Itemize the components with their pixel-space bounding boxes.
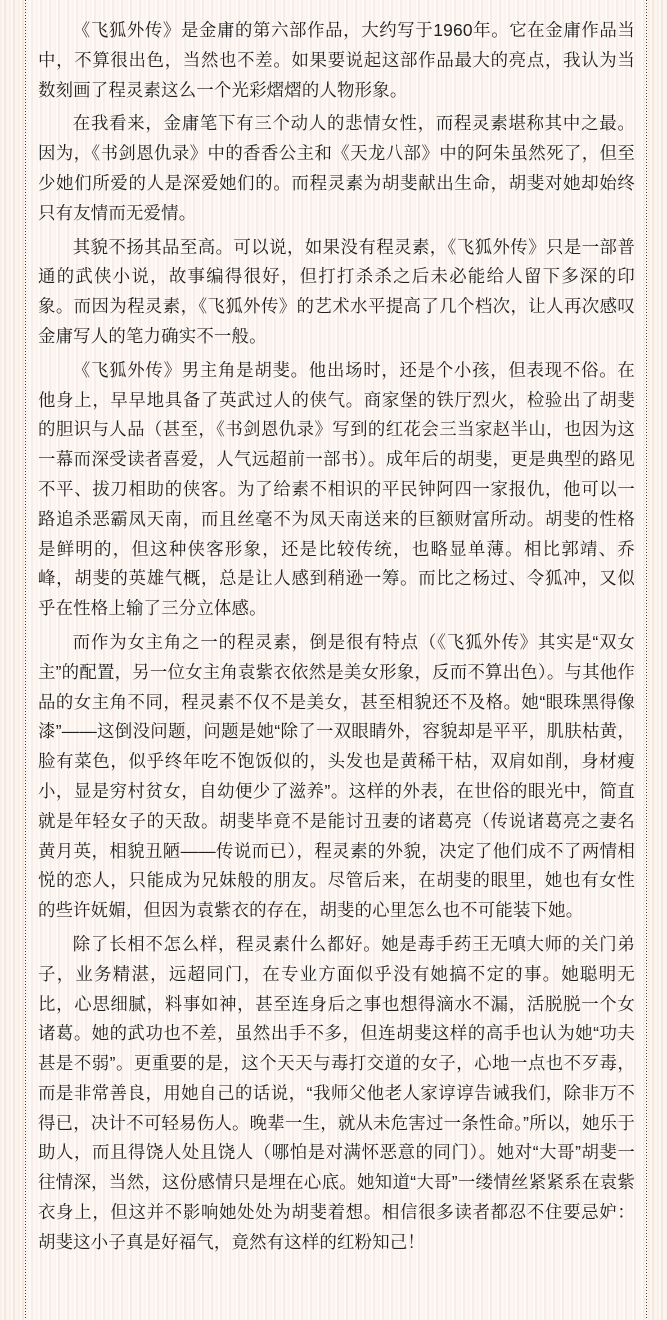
article-paragraph-artistic-level: 其貌不扬其品至高。可以说，如果没有程灵素，《飞狐外传》只是一部普通的武侠小说，故事编得很好，但打打杀杀之后未必能给人留下多深的印象。而因为程灵素，《飞狐外传》的艺术水平提高了几个档次，让人再次感叹金庸写人的笔力确实不一般。 (38, 236, 635, 346)
article-content (26, 0, 646, 1320)
article-paragraph-tragic-heroines: 在我看来，金庸笔下有三个动人的悲情女性，而程灵素堪称其中之最。因为，《书剑恩仇录》中的香香公主和《天龙八部》中的阿朱虽然死了，但至少她们所爱的人是深爱她们的。而程灵素为胡斐献出生命，胡斐对她却始终只有友情而无爱情。 (38, 113, 635, 223)
right-dotted-rule (646, 0, 647, 1320)
article-paragraph-chenglingsu-looks: 而作为女主角之一的程灵素，倒是很有特点（《飞狐外传》其实是“双女主”的配置，另一位女主角袁紫衣依然是美女形象，反而不算出色）。与其他作品的女主角不同，程灵素不仅不是美女，甚至相貌还不及格。她“眼珠黑得像漆”——这倒没问题，问题是她“除了一双眼睛外，容貌却是平平，肌肤枯黄，脸有菜色，似乎终年吃不饱饭似的，头发也是黄稀干枯，双肩如削，身材瘦小，显是穷村贫女，自幼便少了滋养”。这样的外表，在世俗的眼光中，简直就是年轻女子的天敌。胡斐毕竟不是能讨丑妻的诸葛亮（传说诸葛亮之妻名黄月英，相貌丑陋——传说而已），程灵素的外貌，决定了他们成不了两情相悦的恋人，只能成为兄妹般的朋友。尽管后来，在胡斐的眼里，她也有女性的些许妩媚，但因为袁紫衣的存在，胡斐的心里怎么也不可能装下她。 (38, 631, 635, 921)
article-paragraph-intro: 《飞狐外传》是金庸的第六部作品，大约写于1960年。它在金庸作品当中，不算很出色，当然也不差。如果要说起这部作品最大的亮点，我认为当数刻画了程灵素这么一个光彩熠熠的人物形象。 (38, 20, 635, 100)
article-paragraph-chenglingsu-virtues: 除了长相不怎么样，程灵素什么都好。她是毒手药王无嗔大师的关门弟子，业务精湛，远超同门，在专业方面似乎没有她搞不定的事。她聪明无比，心思细腻，料事如神，甚至连身后之事也想得滴水不漏，活脱脱一个女诸葛。她的武功也不差，虽然出手不多，但连胡斐这样的高手也认为她“功夫甚是不弱”。更重要的是，这个天天与毒打交道的女子，心地一点也不歹毒，而是非常善良，用她自己的话说，“我师父他老人家谆谆告诫我们，除非万不得已，决计不可轻易伤人。晚辈一生，就从未危害过一条性命。”所以，她乐于助人，而且得饶人处且饶人（哪怕是对满怀恶意的同门）。她对“大哥”胡斐一往情深，当然，这份感情只是埋在心底。她知道“大哥”一缕情丝紧紧系在袁紫衣身上，但这并不影响她处处为胡斐着想。相信很多读者都忍不住要忌妒：胡斐这小子真是好福气，竟然有这样的红粉知己！ (38, 933, 635, 1252)
article-paragraph-hufei: 《飞狐外传》男主角是胡斐。他出场时，还是个小孩，但表现不俗。在他身上，早早地具备了英武过人的侠气。商家堡的铁厅烈火，检验出了胡斐的胆识与人品（甚至，《书剑恩仇录》写到的红花会三当家赵半山，也因为这一幕而深受读者喜爱，人气远超前一部书）。成年后的胡斐，更是典型的路见不平、拔刀相助的侠客。为了给素不相识的平民钟阿四一家报仇，他可以一路追杀恶霸凤天南，而且丝毫不为凤天南送来的巨额财富所动。胡斐的性格是鲜明的，但这种侠客形象，还是比较传统，也略显单薄。相比郭靖、乔峰，胡斐的英雄气概，总是让人感到稍逊一筹。而比之杨过、令狐冲，又似乎在性格上输了三分立体感。 (38, 359, 635, 619)
